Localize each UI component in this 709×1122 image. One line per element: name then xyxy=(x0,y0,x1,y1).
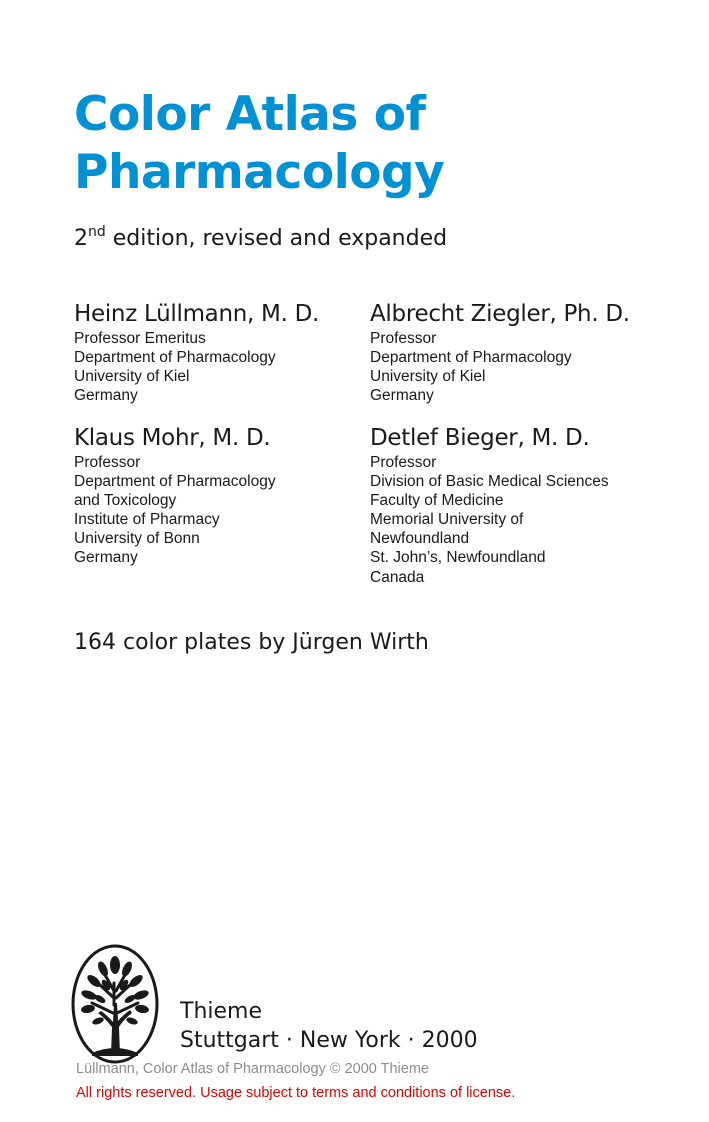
author-affiliation-line: Faculty of Medicine xyxy=(370,492,504,510)
author-affiliation-line: University of Kiel xyxy=(74,368,190,386)
copyright-notice: Lüllmann, Color Atlas of Pharmacology © 2000 Thieme xyxy=(76,1061,429,1077)
author-block-ziegler xyxy=(370,299,670,405)
author-affiliation-line: Institute of Pharmacy xyxy=(74,511,220,529)
author-block-mohr xyxy=(74,423,374,568)
author-affiliation-line: Professor Emeritus xyxy=(74,330,206,347)
book-title xyxy=(74,86,444,202)
rights-notice: All rights reserved. Usage subject to terms and conditions of license. xyxy=(76,1085,516,1101)
author-name: Detlef Bieger, M. D. xyxy=(370,425,590,451)
author-affiliation-line: Germany xyxy=(370,387,434,405)
author-affiliation-line: Department of Pharmacology xyxy=(74,349,276,367)
edition-suffix: nd xyxy=(88,224,106,240)
publisher-info xyxy=(180,997,478,1055)
author-affiliation-line: Professor xyxy=(370,330,437,347)
author-block-lullmann xyxy=(74,299,374,405)
edition-statement xyxy=(74,226,447,251)
author-affiliation-line: Germany xyxy=(74,549,138,567)
author-affiliation-line: University of Bonn xyxy=(74,530,200,548)
author-affiliation-line: Professor xyxy=(74,454,141,471)
author-affiliation-line: Newfoundland xyxy=(370,530,470,548)
author-affiliation-line: Professor xyxy=(370,454,437,471)
edition-text: edition, revised and expanded xyxy=(105,226,448,251)
author-affiliation-line: St. John’s, Newfoundland xyxy=(370,549,546,567)
publisher-places: Stuttgart · New York · 2000 xyxy=(180,1028,478,1053)
author-affiliation-line: Department of Pharmacology xyxy=(74,473,276,491)
author-name: Klaus Mohr, M. D. xyxy=(74,425,271,451)
author-affiliation-line: Department of Pharmacology xyxy=(370,349,572,367)
author-affiliation-line: and Toxicology xyxy=(74,492,177,510)
publisher-name: Thieme xyxy=(180,999,262,1024)
author-affiliation-line: Canada xyxy=(370,568,425,586)
title-line-2: Pharmacology xyxy=(74,145,445,200)
author-affiliation-line: University of Kiel xyxy=(370,368,486,386)
tree-logo-icon xyxy=(70,943,160,1065)
author-name: Albrecht Ziegler, Ph. D. xyxy=(370,301,630,327)
author-affiliation-line: Germany xyxy=(74,387,138,405)
color-plates-credit: 164 color plates by Jürgen Wirth xyxy=(74,630,429,655)
author-affiliation-line: Memorial University of xyxy=(370,511,524,529)
title-line-1: Color Atlas of xyxy=(74,87,426,142)
author-block-bieger xyxy=(370,423,670,587)
author-name: Heinz Lüllmann, M. D. xyxy=(74,301,320,327)
edition-number: 2 xyxy=(74,226,88,251)
author-affiliation-line: Division of Basic Medical Sciences xyxy=(370,473,609,491)
